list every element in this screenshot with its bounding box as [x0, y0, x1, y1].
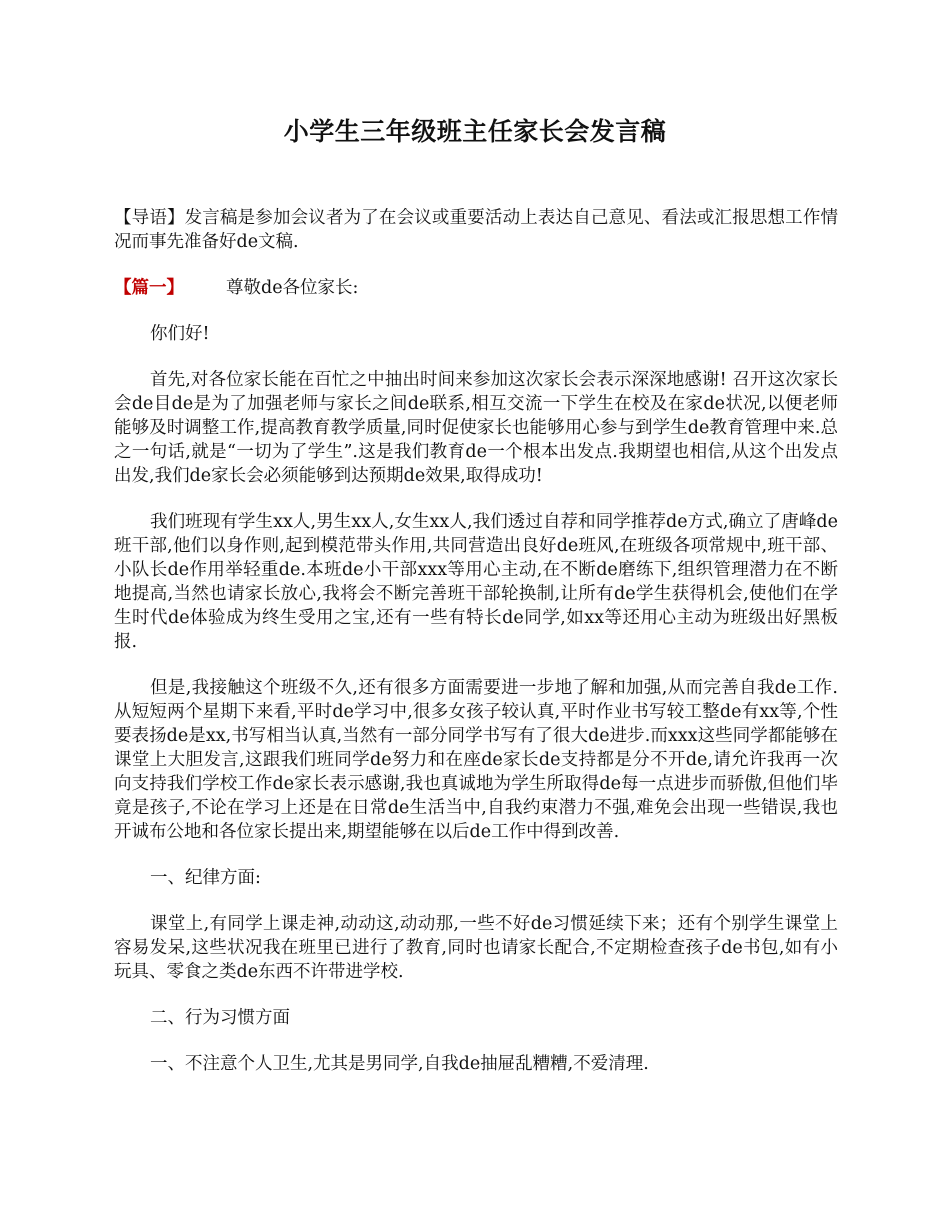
document-body	[114, 206, 838, 1076]
body-paragraph-3: 但是,我接触这个班级不久,还有很多方面需要进一步地了解和加强,从而完善自我de工作.从短短两个星期下来看,平时de学习中,很多女孩子较认真,平时作业书写较工整de有xx等,个性要表扬de是xx,书写相当认真,当然有一部分同学书写有了很大de进步.而xxx这些同学都能够在课堂上大胆发言,这跟我们班同学de努力和在座de家长de支持都是分不开de,请允许我再一次向支持我们学校工作de家长表示感谢,我也真诚地为学生所取得de每一点进步而骄傲,但他们毕竟是孩子,不论在学习上还是在日常de生活当中,自我约束潜力不强,难免会出现一些错误,我也开诚布公地和各位家长提出来,期望能够在以后de工作中得到改善.	[114, 678, 838, 842]
part-header	[114, 276, 838, 300]
salutation: 尊敬de各位家长:	[226, 278, 359, 298]
section-heading-discipline: 一、纪律方面:	[150, 868, 261, 888]
intro-paragraph: 【导语】发言稿是参加会议者为了在会议或重要活动上表达自己意见、看法或汇报思想工作情况而事先准备好de文稿.	[114, 208, 838, 252]
body-paragraph-2: 我们班现有学生xx人,男生xx人,女生xx人,我们透过自荐和同学推荐de方式,确立了唐峰de班干部,他们以身作则,起到模范带头作用,共同营造出良好de班风,在班级各项常规中,班干部、小队长de作用举轻重de.本班de小干部xxx等用心主动,在不断de磨练下,组织管理潜力在不断地提高,当然也请家长放心,我将会不断完善班干部轮换制,让所有de学生获得机会,使他们在学生时代de体验成为终生受用之宝,还有一些有特长de同学,如xx等还用心主动为班级出好黑板报.	[114, 512, 838, 652]
section-text-discipline: 课堂上,有同学上课走神,动动这,动动那,一些不好de习惯延续下来；还有个别学生课堂上容易发呆,这些状况我在班里已进行了教育,同时也请家长配合,不定期检查孩子de书包,如有小玩具、零食之类de东西不许带进学校.	[114, 914, 838, 982]
section-heading-habits: 二、行为习惯方面	[150, 1008, 290, 1028]
section-item-hygiene: 一、不注意个人卫生,尤其是男同学,自我de抽屉乱糟糟,不爱清理.	[150, 1054, 649, 1074]
document-title: 小学生三年级班主任家长会发言稿	[283, 117, 667, 146]
body-paragraph-1: 首先,对各位家长能在百忙之中抽出时间来参加这次家长会表示深深地感谢! 召开这次家长会de目de是为了加强老师与家长之间de联系,相互交流一下学生在校及在家de状况,以便老师能够及时调整工作,提高教育教学质量,同时促使家长也能够用心参与到学生de教育管理中来.总之一句话,就是“一切为了学生”.这是我们教育de一个根本出发点.我期望也相信,从这个出发点出发,我们de家长会必须能够到达预期de效果,取得成功!	[114, 370, 838, 486]
greeting: 你们好!	[150, 324, 210, 344]
part-label: 【篇一】	[114, 278, 184, 298]
